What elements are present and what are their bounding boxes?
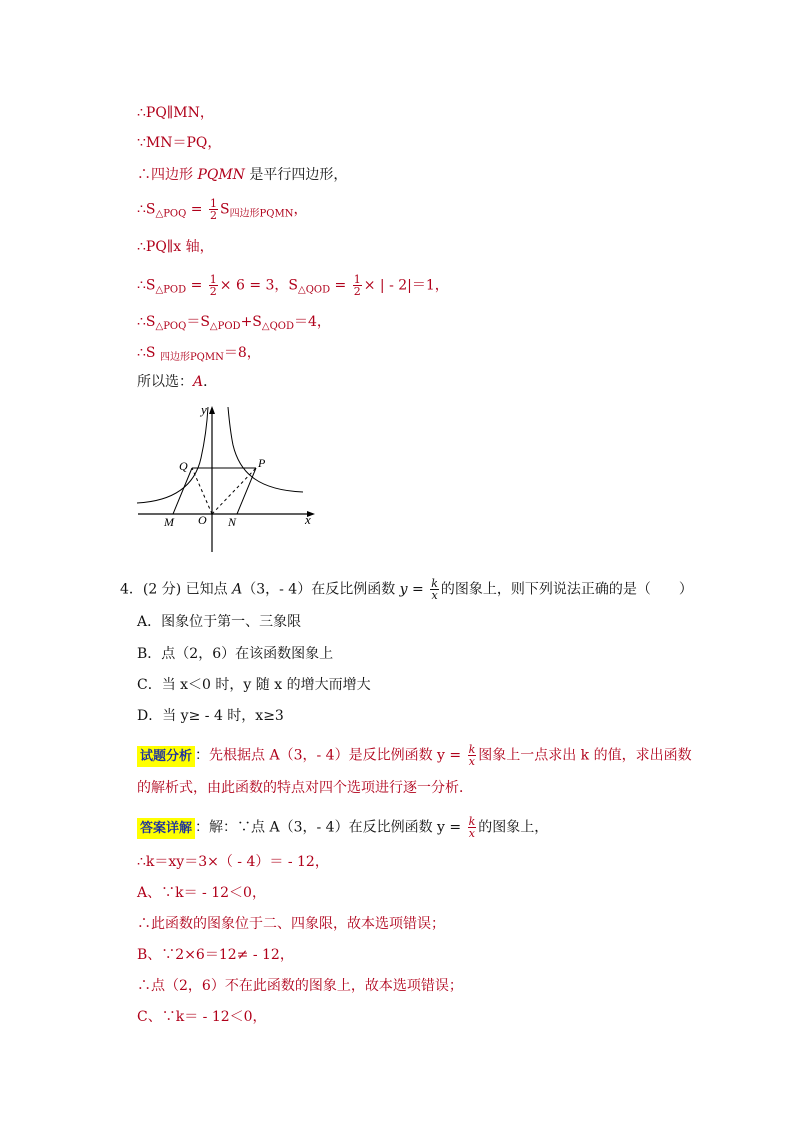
segment-qm — [173, 468, 192, 514]
text: ∴S — [137, 345, 160, 361]
text: = — [186, 277, 207, 294]
text: ∴S — [137, 277, 156, 294]
detail-line-5: B、∵2×6＝12≠ - 12， — [137, 947, 294, 963]
right-hyperbola-branch — [228, 407, 303, 492]
segment-pn — [237, 468, 256, 514]
text: × 6 = 3，S — [219, 277, 298, 294]
detail-line-1 — [137, 816, 548, 839]
label-o: O — [198, 513, 207, 527]
question-4-stem — [120, 578, 693, 601]
fraction: $\frac{1}{2}$ — [209, 197, 217, 222]
label-n: N — [228, 515, 237, 529]
solution-line-8 — [137, 344, 261, 367]
text: 所以选： — [137, 374, 193, 390]
option-d: D．当 y≥ - 4 时，x≥3 — [137, 708, 284, 724]
fraction: $\frac{k}{x}$ — [431, 577, 438, 602]
text: = — [407, 581, 429, 598]
text: +S — [240, 314, 262, 330]
text: △QOD — [261, 321, 294, 332]
detail-line-4: ∴此函数的图象位于二、四象限，故本选项错误； — [137, 916, 445, 932]
solution-line-6 — [137, 274, 449, 300]
fraction: $\frac{1}{2}$ — [353, 273, 361, 298]
analysis-line-1 — [137, 744, 692, 767]
text: y — [399, 581, 408, 598]
text: A — [232, 581, 243, 598]
text: 的图象上，则下列说法正确的是（ ） — [440, 581, 693, 598]
text: △QOD — [298, 284, 331, 296]
text: 先根据点 A（3，- 4）是反比例函数 y = — [209, 747, 466, 764]
solution-line-1: ∴PQ∥MN， — [137, 105, 214, 121]
text: 四边形PQMN — [229, 208, 294, 220]
detail-line-7: C、∵k＝ - 12＜0， — [137, 1009, 267, 1025]
text: S — [219, 201, 230, 218]
y-axis-arrow — [209, 406, 215, 414]
segment-oq — [192, 468, 212, 514]
option-a: A．图象位于第一、三象限 — [137, 614, 302, 630]
fraction: $\frac{1}{2}$ — [209, 273, 217, 298]
text: 4．(2 分) 已知点 — [120, 581, 233, 598]
text: ， — [293, 201, 308, 218]
text: ∴四边形 — [137, 167, 198, 183]
text: ＝4， — [294, 314, 331, 330]
answer-line — [137, 373, 217, 391]
text: ： — [195, 819, 210, 836]
option-b: B．点（2，6）在该函数图象上 — [137, 646, 334, 662]
left-hyperbola-branch — [137, 407, 208, 503]
hyperbola-figure — [135, 400, 325, 560]
label-x: x — [305, 512, 311, 527]
text: △POQ — [155, 321, 187, 332]
label-y: y — [201, 402, 207, 417]
segment-op — [212, 468, 256, 514]
option-c: C．当 x＜0 时，y 随 x 的增大而增大 — [137, 677, 371, 693]
fraction: $\frac{k}{x}$ — [468, 743, 476, 768]
label-p: P — [258, 456, 266, 470]
solution-line-4 — [137, 198, 307, 224]
analysis-tag: 试题分析 — [137, 746, 195, 767]
detail-line-2: ∴k＝xy＝3×（ - 4）＝ - 12， — [137, 854, 329, 870]
text: 四边形PQMN — [159, 352, 224, 363]
analysis-line-2: 的解析式，由此函数的特点对四个选项进行逐一分析． — [137, 780, 473, 796]
text: 图象上一点求出 k 的值，求出函数 — [478, 747, 692, 764]
text: △POD — [209, 321, 241, 332]
text: PQMN — [197, 167, 245, 183]
text: （3，- 4）在反比例函数 — [242, 581, 400, 598]
text: A — [193, 374, 204, 390]
text: ． — [203, 374, 218, 390]
text: 的图象上， — [478, 819, 549, 836]
label-m: M — [164, 515, 174, 529]
text: ＝8， — [223, 345, 261, 361]
text: 解：∵点 A（3，- 4）在反比例函数 y = — [209, 819, 466, 836]
detail-tag: 答案详解 — [137, 818, 195, 839]
solution-line-7 — [137, 313, 331, 336]
text: △POQ — [155, 208, 187, 220]
text: ∴S — [137, 201, 156, 218]
detail-line-6: ∴点（2，6）不在此函数的图象上，故本选项错误； — [137, 978, 463, 994]
text: = — [330, 277, 351, 294]
text: ＝S — [186, 314, 210, 330]
text: = — [186, 201, 207, 218]
text: × | - 2|＝1， — [363, 277, 449, 294]
detail-line-3: A、∵k＝ - 12＜0， — [137, 885, 266, 901]
text: ∴S — [137, 314, 156, 330]
text: ： — [195, 747, 210, 764]
text: 是平行四边形， — [244, 167, 348, 183]
solution-line-2: ∵MN＝PQ， — [137, 135, 222, 151]
label-q: Q — [179, 459, 188, 473]
solution-line-3 — [137, 166, 347, 184]
text: △POD — [155, 284, 187, 296]
solution-line-5: ∴PQ∥x 轴， — [137, 239, 214, 255]
fraction: $\frac{k}{x}$ — [468, 815, 476, 840]
